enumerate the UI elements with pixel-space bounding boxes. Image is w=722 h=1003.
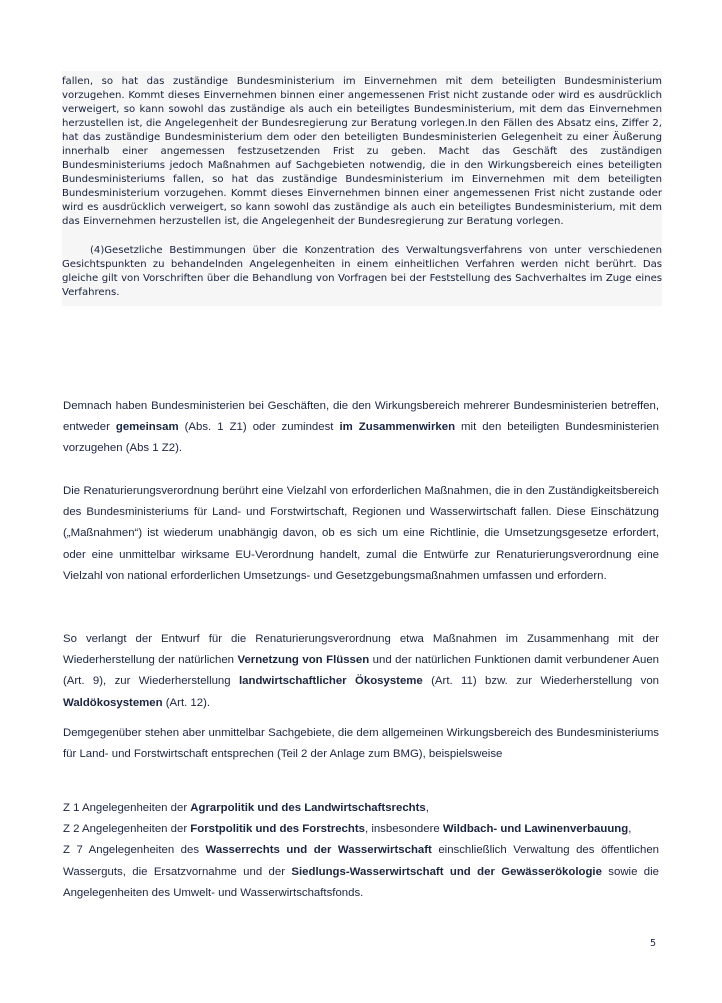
z2-text-part-3: ,	[628, 823, 632, 836]
z1-text-part-2: ,	[425, 802, 429, 814]
z7-text-part-2: einschließlich Verwaltung des öffentlichen Wasserguts, die Ersatzvornahme und der	[63, 844, 659, 878]
soverlangt-part-2: und der natürlichen Funktionen damit verbundener Auen (Art. 9), zur Wiederherstellung	[63, 654, 659, 688]
paragraph-demgegenueber	[63, 723, 659, 765]
page-number: 5	[650, 938, 657, 949]
soverlangt-bold-oekosysteme: landwirtschaftlicher Ökosysteme	[239, 675, 423, 688]
soverlangt-bold-vernetzung: Vernetzung von Flüssen	[237, 654, 370, 667]
z-list	[63, 798, 659, 904]
quote-paragraph-3-continuation: fallen, so hat das zuständige Bundesministerium im Einvernehmen mit dem beteiligten Bundesministerium vorzugehen. Kommt dieses Einvernehmen binnen einer angemessenen Frist nicht zustande oder wird es ausdrücklich verweigert, so kann sowohl das zuständige als auch ein beteiligtes Bundesministerium, mit dem das Einvernehmen herzustellen ist, die Angelegenheit der Bundesregierung zur Beratung vorlegen.In den Fällen des Absatz eins, Ziffer 2, hat das zuständige Bundesministerium dem oder den beteiligten Bundesministerien Gelegenheit zu einer Äußerung innerhalb einer angemessen festzusetzenden Frist zu geben. Macht das Geschäft des zuständigen Bundesministeriums jedoch Maßnahmen auf Sachgebieten notwendig, die in den Wirkungsbereich eines beteiligten Bundesministeriums fallen, so hat das zuständige Bundesministerium im Einvernehmen mit dem beteiligten Bundesministerium vorzugehen. Kommt dieses Einvernehmen binnen einer angemessenen Frist nicht zustande oder wird es ausdrücklich verweigert, so kann sowohl das zuständige als auch ein beteiligtes Bundesministerium, mit dem das Einvernehmen herzustellen ist, die Angelegenheit der Bundesregierung zur Beratung vorlegen.	[62, 76, 662, 228]
paragraph-so-verlangt	[63, 629, 659, 714]
soverlangt-part-3: (Art. 11) bzw. zur Wiederherstellung von	[422, 675, 659, 688]
paragraph-renaturierung-text: Die Renaturierungsverordnung berührt eine Vielzahl von erforderlichen Maßnahmen, die in den Zuständigkeitsbereich des Bundesministeriums für Land- und Forstwirtschaft, Regionen und Wasserwirtschaft fallen. Diese Einschätzung („Maßnahmen“) ist wiederum unabhängig davon, ob es sich um eine Richtlinie, die Umsetzungsgesetze erfordert, oder eine unmittelbar wirksame EU-Verordnung handelt, zumal die Entwürfe zur Renaturierungsverordnung eine Vielzahl von national erforderlichen Umsetzungs- und Gesetzgebungsmaßnahmen umfassen und erfordern.	[63, 485, 659, 582]
soverlangt-part-4: (Art. 12).	[162, 696, 211, 709]
paragraph-demnach-text	[63, 396, 659, 460]
z1-text-part-1: Z 1 Angelegenheiten der	[63, 802, 191, 814]
z7-text-part-1: Z 7 Angelegenheiten des	[63, 844, 206, 857]
z2-text-part-1: Z 2 Angelegenheiten der	[63, 823, 191, 836]
demnach-part-3: mit den beteiligten Bundesministerien vorzugehen (Abs 1 Z2).	[63, 421, 659, 455]
quoted-statute-block	[62, 71, 662, 306]
quote-paragraph-4: (4)Gesetzliche Bestimmungen über die Konzentration des Verwaltungsverfahrens von unter verschiedenen Gesichtspunkten zu behandelnden Angelegenheiten in einem einheitlichen Verfahren werden nicht berührt. Das gleiche gilt von Vorschriften über die Behandlung von Vorfragen bei der Feststellung des Sachverhaltes im Zuge eines Verfahrens.	[62, 244, 662, 298]
soverlangt-bold-waldoekosystemen: Waldökosystemen	[63, 696, 163, 709]
z2-bold-bold-1: Forstpolitik und des Forstrechts	[190, 823, 365, 836]
z2-bold-bold-2: Wildbach- und Lawinenverbauung	[442, 823, 629, 836]
demnach-bold-zusammenwirken: im Zusammenwirken	[339, 421, 456, 434]
demnach-bold-gemeinsam: gemeinsam	[115, 421, 179, 434]
z7-bold-bold-2: Siedlungs-Wasserwirtschaft und der Gewässerökologie	[291, 865, 602, 878]
paragraph-demnach	[63, 396, 659, 460]
demnach-part-1: Demnach haben Bundesministerien bei Geschäften, die den Wirkungsbereich mehrerer Bundesministerien betreffen, entweder	[63, 400, 659, 434]
z2-text-part-2: , insbesondere	[364, 823, 443, 836]
list-item	[63, 840, 659, 904]
list-item	[63, 819, 659, 840]
z7-text-part-3: sowie die Angelegenheiten des Umwelt- und Wasserwirtschaftsfonds.	[63, 865, 660, 899]
soverlangt-part-1: So verlangt der Entwurf für die Renaturierungsverordnung etwa Maßnahmen im Zusammenhang mit der Wiederherstellung der natürlichen	[63, 633, 659, 667]
demnach-part-2: (Abs. 1 Z1) oder zumindest	[178, 421, 340, 434]
list-item	[63, 798, 659, 819]
paragraph-demgegenueber-text: Demgegenüber stehen aber unmittelbar Sachgebiete, die dem allgemeinen Wirkungsbereich des Bundesministeriums für Land- und Forstwirtschaft entsprechen (Teil 2 der Anlage zum BMG), beispielsweise	[63, 727, 659, 761]
z7-bold-bold-1: Wasserrechts und der Wasserwirtschaft	[205, 844, 432, 857]
paragraph-so-verlangt-text	[63, 629, 659, 714]
paragraph-renaturierungsverordnung	[63, 481, 659, 587]
z1-bold-bold-1: Agrarpolitik und des Landwirtschaftsrechts	[190, 802, 426, 814]
